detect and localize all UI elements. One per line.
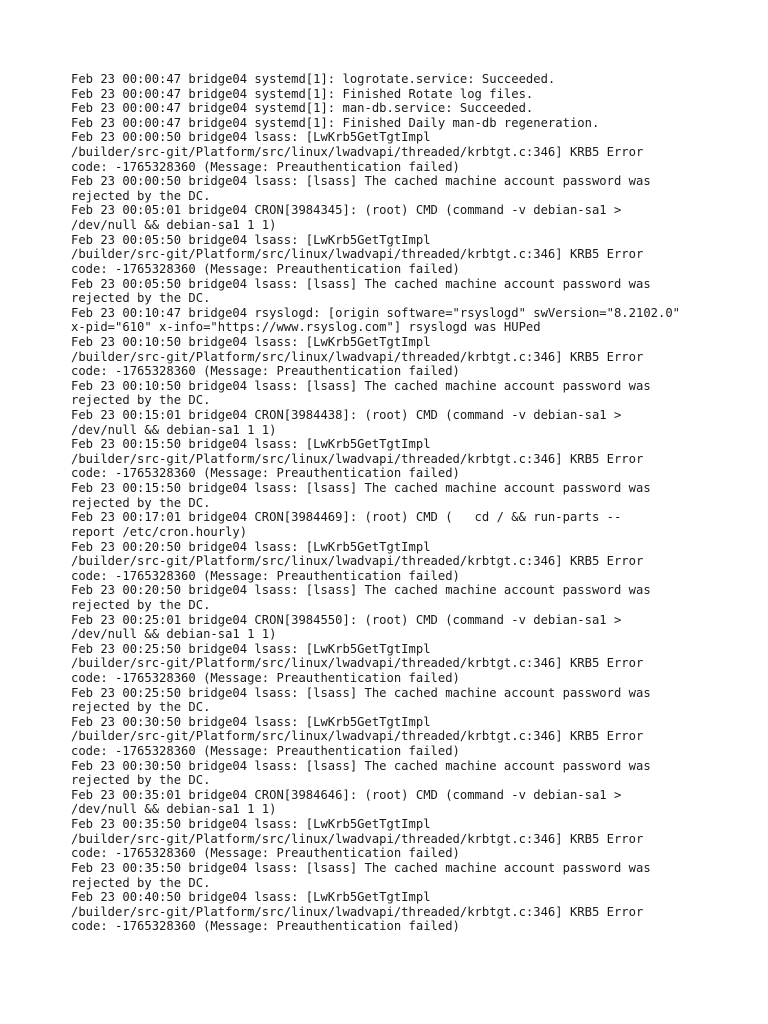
log-line: /builder/src-git/Platform/src/linux/lwadvapi/threaded/krbtgt.c:346] KRB5 Error	[71, 145, 644, 160]
log-line: rejected by the DC.	[71, 393, 211, 408]
log-line: Feb 23 00:30:50 bridge04 lsass: [lsass] The cached machine account password was	[71, 758, 651, 773]
log-line: /dev/null && debian-sa1 1 1)	[71, 802, 277, 817]
log-line: /builder/src-git/Platform/src/linux/lwadvapi/threaded/krbtgt.c:346] KRB5 Error	[71, 349, 644, 364]
log-line: code: -1765328360 (Message: Preauthentication failed)	[71, 744, 460, 759]
log-line: code: -1765328360 (Message: Preauthentication failed)	[71, 364, 460, 379]
log-line: code: -1765328360 (Message: Preauthentication failed)	[71, 466, 460, 481]
log-line: report /etc/cron.hourly)	[71, 524, 248, 539]
log-line: Feb 23 00:00:50 bridge04 lsass: [lsass] The cached machine account password was	[71, 174, 651, 189]
log-line: Feb 23 00:00:47 bridge04 systemd[1]: Finished Daily man-db regeneration.	[71, 115, 600, 130]
log-line: Feb 23 00:40:50 bridge04 lsass: [LwKrb5GetTgtImpl	[71, 890, 431, 905]
log-line: Feb 23 00:15:01 bridge04 CRON[3984438]: (root) CMD (command -v debian-sa1 >	[71, 408, 622, 423]
log-line: Feb 23 00:35:50 bridge04 lsass: [LwKrb5GetTgtImpl	[71, 817, 431, 832]
log-line: Feb 23 00:10:50 bridge04 lsass: [lsass] The cached machine account password was	[71, 378, 651, 393]
log-line: x-pid="610" x-info="https://www.rsyslog.com"] rsyslogd was HUPed	[71, 320, 541, 335]
log-line: Feb 23 00:15:50 bridge04 lsass: [lsass] The cached machine account password was	[71, 481, 651, 496]
log-line: Feb 23 00:17:01 bridge04 CRON[3984469]: (root) CMD ( cd / && run-parts --	[71, 510, 622, 525]
log-line: Feb 23 00:25:50 bridge04 lsass: [lsass] The cached machine account password was	[71, 685, 651, 700]
log-line: /dev/null && debian-sa1 1 1)	[71, 218, 277, 233]
log-line: Feb 23 00:10:50 bridge04 lsass: [LwKrb5GetTgtImpl	[71, 334, 431, 349]
log-text-block	[71, 72, 731, 934]
log-line: code: -1765328360 (Message: Preauthentication failed)	[71, 568, 460, 583]
log-line: /builder/src-git/Platform/src/linux/lwadvapi/threaded/krbtgt.c:346] KRB5 Error	[71, 247, 644, 262]
log-line: Feb 23 00:00:47 bridge04 systemd[1]: logrotate.service: Succeeded.	[71, 72, 556, 86]
log-line: Feb 23 00:20:50 bridge04 lsass: [LwKrb5GetTgtImpl	[71, 539, 431, 554]
log-line: Feb 23 00:35:50 bridge04 lsass: [lsass] The cached machine account password was	[71, 860, 651, 875]
log-line: /dev/null && debian-sa1 1 1)	[71, 422, 277, 437]
log-line: /dev/null && debian-sa1 1 1)	[71, 627, 277, 642]
log-line: code: -1765328360 (Message: Preauthentication failed)	[71, 159, 460, 174]
log-line: /builder/src-git/Platform/src/linux/lwadvapi/threaded/krbtgt.c:346] KRB5 Error	[71, 554, 644, 569]
log-line: Feb 23 00:00:47 bridge04 systemd[1]: Finished Rotate log files.	[71, 86, 534, 101]
log-line: rejected by the DC.	[71, 875, 211, 890]
log-line: rejected by the DC.	[71, 291, 211, 306]
log-line: code: -1765328360 (Message: Preauthentication failed)	[71, 670, 460, 685]
log-line: /builder/src-git/Platform/src/linux/lwadvapi/threaded/krbtgt.c:346] KRB5 Error	[71, 904, 644, 919]
log-line: Feb 23 00:30:50 bridge04 lsass: [LwKrb5GetTgtImpl	[71, 714, 431, 729]
log-line: Feb 23 00:00:47 bridge04 systemd[1]: man-db.service: Succeeded.	[71, 101, 534, 116]
log-line: code: -1765328360 (Message: Preauthentication failed)	[71, 846, 460, 861]
log-line: Feb 23 00:00:50 bridge04 lsass: [LwKrb5GetTgtImpl	[71, 130, 431, 145]
log-line: rejected by the DC.	[71, 700, 211, 715]
log-line: Feb 23 00:05:50 bridge04 lsass: [LwKrb5GetTgtImpl	[71, 232, 431, 247]
log-line: Feb 23 00:20:50 bridge04 lsass: [lsass] The cached machine account password was	[71, 583, 651, 598]
log-line: rejected by the DC.	[71, 597, 211, 612]
log-line: code: -1765328360 (Message: Preauthentication failed)	[71, 261, 460, 276]
log-line: Feb 23 00:25:50 bridge04 lsass: [LwKrb5GetTgtImpl	[71, 641, 431, 656]
log-line: /builder/src-git/Platform/src/linux/lwadvapi/threaded/krbtgt.c:346] KRB5 Error	[71, 656, 644, 671]
log-line: Feb 23 00:05:50 bridge04 lsass: [lsass] The cached machine account password was	[71, 276, 651, 291]
log-line: rejected by the DC.	[71, 188, 211, 203]
log-line: Feb 23 00:25:01 bridge04 CRON[3984550]: (root) CMD (command -v debian-sa1 >	[71, 612, 622, 627]
log-line: /builder/src-git/Platform/src/linux/lwadvapi/threaded/krbtgt.c:346] KRB5 Error	[71, 831, 644, 846]
log-line: rejected by the DC.	[71, 495, 211, 510]
log-line: Feb 23 00:35:01 bridge04 CRON[3984646]: (root) CMD (command -v debian-sa1 >	[71, 787, 622, 802]
log-line: Feb 23 00:05:01 bridge04 CRON[3984345]: (root) CMD (command -v debian-sa1 >	[71, 203, 622, 218]
log-line: code: -1765328360 (Message: Preauthentication failed)	[71, 919, 460, 934]
log-line: /builder/src-git/Platform/src/linux/lwadvapi/threaded/krbtgt.c:346] KRB5 Error	[71, 451, 644, 466]
log-line: Feb 23 00:15:50 bridge04 lsass: [LwKrb5GetTgtImpl	[71, 437, 431, 452]
log-line: rejected by the DC.	[71, 773, 211, 788]
log-line: Feb 23 00:10:47 bridge04 rsyslogd: [origin software="rsyslogd" swVersion="8.2102.0"	[71, 305, 681, 320]
log-line: /builder/src-git/Platform/src/linux/lwadvapi/threaded/krbtgt.c:346] KRB5 Error	[71, 729, 644, 744]
